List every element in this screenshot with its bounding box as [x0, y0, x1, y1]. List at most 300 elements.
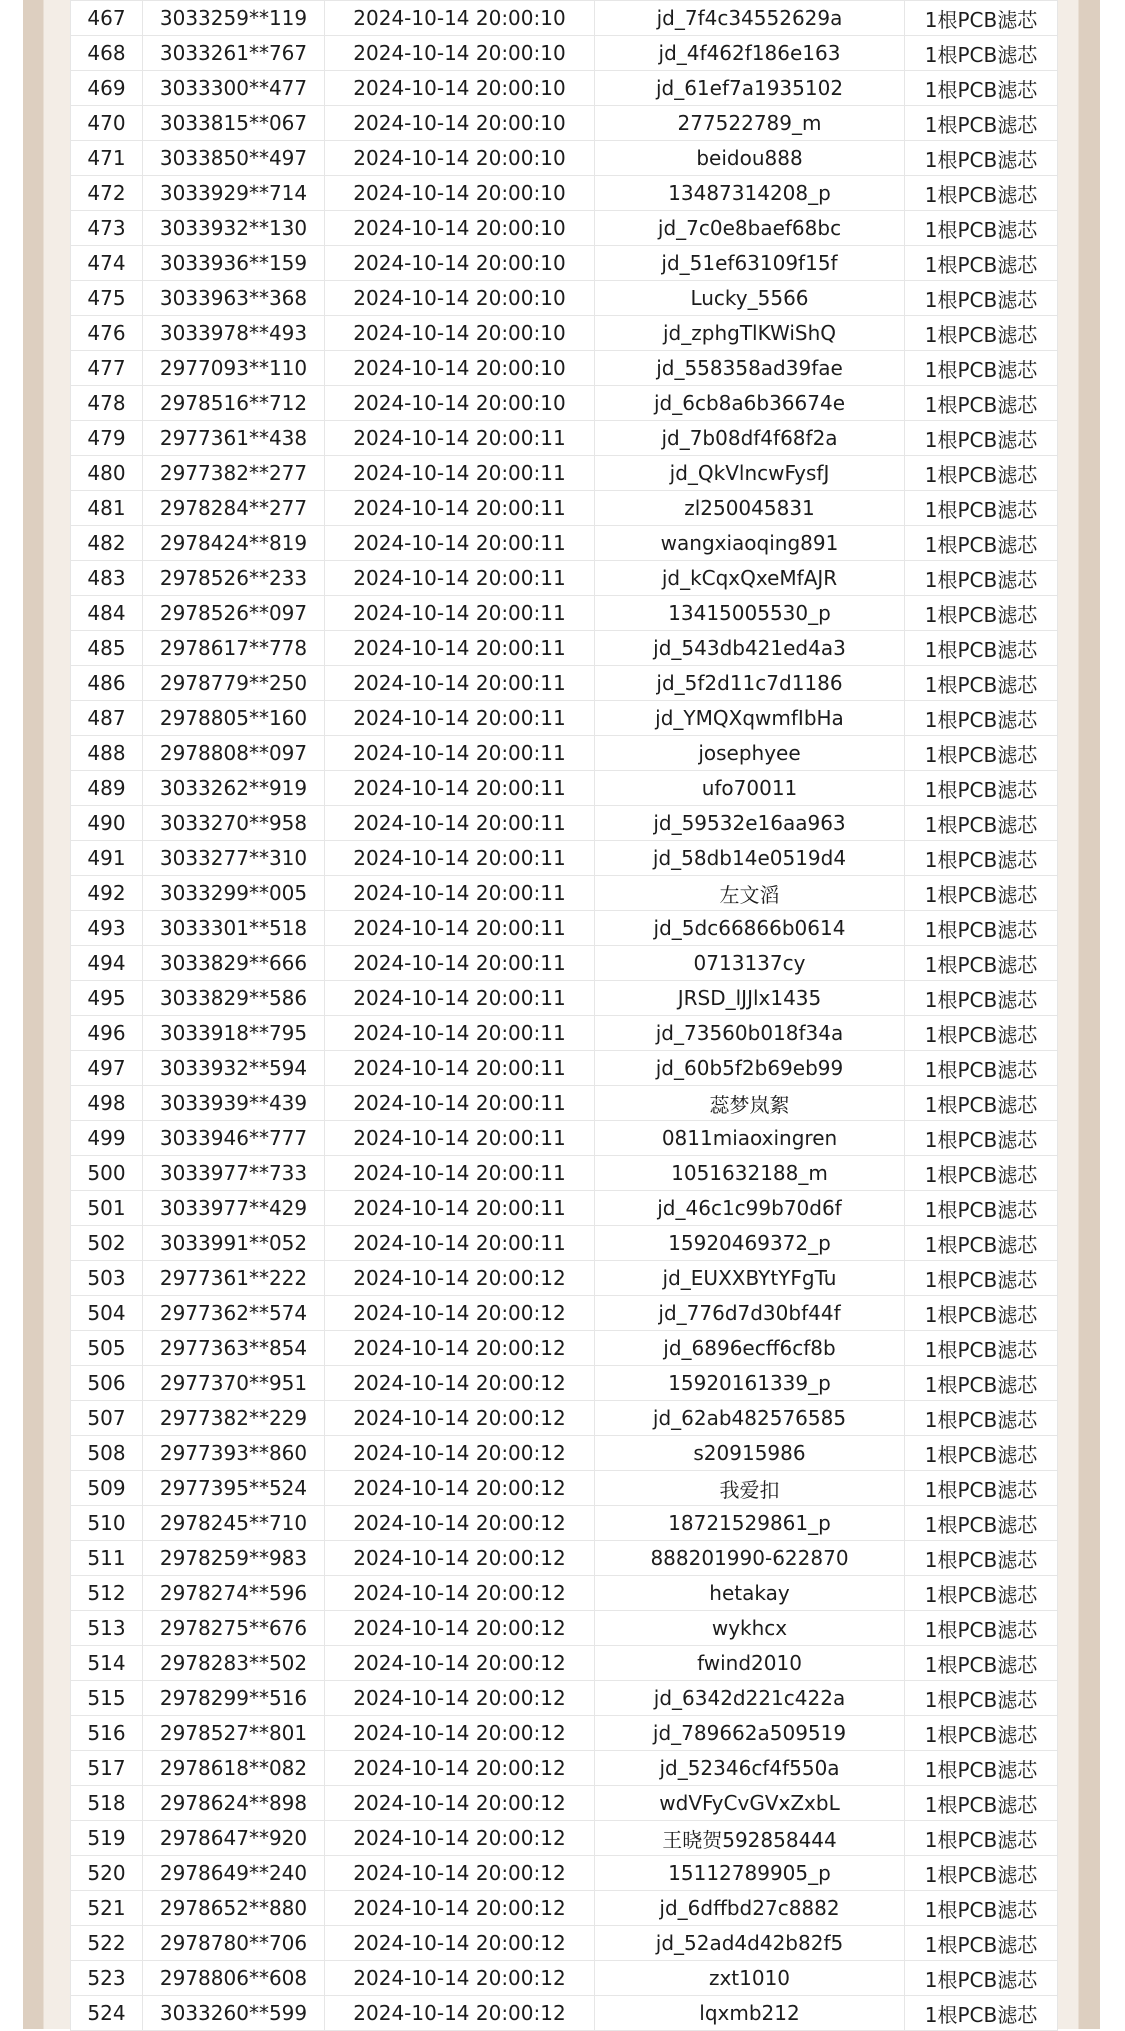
username-cell: 13487314208_p	[595, 176, 905, 211]
prize-cell: 1根PCB滤芯	[905, 771, 1058, 806]
prize-cell: 1根PCB滤芯	[905, 1821, 1058, 1856]
username-cell: beidou888	[595, 141, 905, 176]
row-number-cell: 507	[71, 1401, 143, 1436]
timestamp-cell: 2024-10-14 20:00:12	[325, 1646, 595, 1681]
prize-cell: 1根PCB滤芯	[905, 1926, 1058, 1961]
table-row	[71, 1436, 1058, 1471]
row-number-cell: 506	[71, 1366, 143, 1401]
timestamp-cell: 2024-10-14 20:00:11	[325, 491, 595, 526]
prize-cell: 1根PCB滤芯	[905, 1156, 1058, 1191]
order-id-cell: 3033829**586	[143, 981, 325, 1016]
prize-cell: 1根PCB滤芯	[905, 701, 1058, 736]
timestamp-cell: 2024-10-14 20:00:11	[325, 771, 595, 806]
order-id-cell: 2977361**222	[143, 1261, 325, 1296]
row-number-cell: 521	[71, 1891, 143, 1926]
timestamp-cell: 2024-10-14 20:00:12	[325, 1611, 595, 1646]
username-cell: jd_EUXXBYtYFgTu	[595, 1261, 905, 1296]
row-number-cell: 512	[71, 1576, 143, 1611]
prize-cell: 1根PCB滤芯	[905, 491, 1058, 526]
row-number-cell: 479	[71, 421, 143, 456]
timestamp-cell: 2024-10-14 20:00:12	[325, 1506, 595, 1541]
table-row	[71, 946, 1058, 981]
row-number-cell: 519	[71, 1821, 143, 1856]
order-id-cell: 2978780**706	[143, 1926, 325, 1961]
table-row	[71, 596, 1058, 631]
table-row	[71, 1716, 1058, 1751]
table-row	[71, 106, 1058, 141]
table-row	[71, 1646, 1058, 1681]
username-cell: wykhcx	[595, 1611, 905, 1646]
row-number-cell: 503	[71, 1261, 143, 1296]
username-cell: 15920469372_p	[595, 1226, 905, 1261]
row-number-cell: 474	[71, 246, 143, 281]
timestamp-cell: 2024-10-14 20:00:12	[325, 1821, 595, 1856]
username-cell: jd_776d7d30bf44f	[595, 1296, 905, 1331]
timestamp-cell: 2024-10-14 20:00:12	[325, 1996, 595, 2031]
order-id-cell: 3033815**067	[143, 106, 325, 141]
order-id-cell: 2978274**596	[143, 1576, 325, 1611]
table-row	[71, 1996, 1058, 2031]
order-id-cell: 2978526**233	[143, 561, 325, 596]
order-id-cell: 3033977**429	[143, 1191, 325, 1226]
order-id-cell: 3033918**795	[143, 1016, 325, 1051]
row-number-cell: 485	[71, 631, 143, 666]
prize-cell: 1根PCB滤芯	[905, 1576, 1058, 1611]
prize-cell: 1根PCB滤芯	[905, 596, 1058, 631]
prize-cell: 1根PCB滤芯	[905, 946, 1058, 981]
row-number-cell: 500	[71, 1156, 143, 1191]
row-number-cell: 487	[71, 701, 143, 736]
table-row	[71, 1016, 1058, 1051]
order-id-cell: 3033977**733	[143, 1156, 325, 1191]
table-row	[71, 1331, 1058, 1366]
order-id-cell: 2978618**082	[143, 1751, 325, 1786]
prize-cell: 1根PCB滤芯	[905, 911, 1058, 946]
table-row	[71, 421, 1058, 456]
row-number-cell: 509	[71, 1471, 143, 1506]
table-body	[71, 1, 1058, 2031]
table-row	[71, 491, 1058, 526]
table-row	[71, 701, 1058, 736]
timestamp-cell: 2024-10-14 20:00:10	[325, 281, 595, 316]
timestamp-cell: 2024-10-14 20:00:11	[325, 841, 595, 876]
timestamp-cell: 2024-10-14 20:00:12	[325, 1401, 595, 1436]
table-row	[71, 1751, 1058, 1786]
row-number-cell: 471	[71, 141, 143, 176]
username-cell: jd_51ef63109f15f	[595, 246, 905, 281]
timestamp-cell: 2024-10-14 20:00:12	[325, 1576, 595, 1611]
username-cell: wdVFyCvGVxZxbL	[595, 1786, 905, 1821]
prize-cell: 1根PCB滤芯	[905, 211, 1058, 246]
prize-cell: 1根PCB滤芯	[905, 1856, 1058, 1891]
prize-cell: 1根PCB滤芯	[905, 1541, 1058, 1576]
prize-cell: 1根PCB滤芯	[905, 1401, 1058, 1436]
timestamp-cell: 2024-10-14 20:00:11	[325, 736, 595, 771]
order-id-cell: 2978275**676	[143, 1611, 325, 1646]
prize-cell: 1根PCB滤芯	[905, 1506, 1058, 1541]
table-row	[71, 71, 1058, 106]
row-number-cell: 515	[71, 1681, 143, 1716]
username-cell: 左文滔	[595, 876, 905, 911]
username-cell: jd_zphgTlKWiShQ	[595, 316, 905, 351]
row-number-cell: 502	[71, 1226, 143, 1261]
timestamp-cell: 2024-10-14 20:00:11	[325, 421, 595, 456]
row-number-cell: 499	[71, 1121, 143, 1156]
timestamp-cell: 2024-10-14 20:00:12	[325, 1296, 595, 1331]
table-row	[71, 1121, 1058, 1156]
table-row	[71, 1261, 1058, 1296]
order-id-cell: 2977363**854	[143, 1331, 325, 1366]
timestamp-cell: 2024-10-14 20:00:11	[325, 456, 595, 491]
table-row	[71, 1401, 1058, 1436]
row-number-cell: 518	[71, 1786, 143, 1821]
order-id-cell: 2977393**860	[143, 1436, 325, 1471]
row-number-cell: 505	[71, 1331, 143, 1366]
username-cell: jd_YMQXqwmfIbHa	[595, 701, 905, 736]
prize-cell: 1根PCB滤芯	[905, 876, 1058, 911]
timestamp-cell: 2024-10-14 20:00:10	[325, 211, 595, 246]
order-id-cell: 2978805**160	[143, 701, 325, 736]
order-id-cell: 3033932**130	[143, 211, 325, 246]
timestamp-cell: 2024-10-14 20:00:11	[325, 596, 595, 631]
row-number-cell: 491	[71, 841, 143, 876]
prize-cell: 1根PCB滤芯	[905, 631, 1058, 666]
timestamp-cell: 2024-10-14 20:00:12	[325, 1471, 595, 1506]
row-number-cell: 517	[71, 1751, 143, 1786]
prize-cell: 1根PCB滤芯	[905, 1471, 1058, 1506]
prize-cell: 1根PCB滤芯	[905, 1, 1058, 36]
username-cell: jd_61ef7a1935102	[595, 71, 905, 106]
table-row	[71, 1541, 1058, 1576]
username-cell: jd_kCqxQxeMfAJR	[595, 561, 905, 596]
table-row	[71, 1961, 1058, 1996]
row-number-cell: 495	[71, 981, 143, 1016]
table-row	[71, 561, 1058, 596]
prize-cell: 1根PCB滤芯	[905, 1261, 1058, 1296]
prize-cell: 1根PCB滤芯	[905, 981, 1058, 1016]
timestamp-cell: 2024-10-14 20:00:11	[325, 1086, 595, 1121]
order-id-cell: 2978647**920	[143, 1821, 325, 1856]
order-id-cell: 3033259**119	[143, 1, 325, 36]
timestamp-cell: 2024-10-14 20:00:10	[325, 36, 595, 71]
prize-cell: 1根PCB滤芯	[905, 1751, 1058, 1786]
row-number-cell: 524	[71, 1996, 143, 2031]
table-row	[71, 1926, 1058, 1961]
timestamp-cell: 2024-10-14 20:00:10	[325, 351, 595, 386]
timestamp-cell: 2024-10-14 20:00:12	[325, 1331, 595, 1366]
username-cell: 13415005530_p	[595, 596, 905, 631]
table-row	[71, 1191, 1058, 1226]
username-cell: jd_QkVlncwFysfJ	[595, 456, 905, 491]
username-cell: 0713137cy	[595, 946, 905, 981]
table-row	[71, 1296, 1058, 1331]
prize-cell: 1根PCB滤芯	[905, 1996, 1058, 2031]
username-cell: 王晓贺592858444	[595, 1821, 905, 1856]
timestamp-cell: 2024-10-14 20:00:12	[325, 1786, 595, 1821]
table-row	[71, 666, 1058, 701]
username-cell: lqxmb212	[595, 1996, 905, 2031]
username-cell: jd_558358ad39fae	[595, 351, 905, 386]
row-number-cell: 470	[71, 106, 143, 141]
order-id-cell: 3033299**005	[143, 876, 325, 911]
prize-cell: 1根PCB滤芯	[905, 1366, 1058, 1401]
row-number-cell: 501	[71, 1191, 143, 1226]
table-row	[71, 246, 1058, 281]
row-number-cell: 516	[71, 1716, 143, 1751]
table-row	[71, 316, 1058, 351]
table-row	[71, 1821, 1058, 1856]
username-cell: jd_46c1c99b70d6f	[595, 1191, 905, 1226]
table-row	[71, 631, 1058, 666]
prize-cell: 1根PCB滤芯	[905, 456, 1058, 491]
username-cell: jd_60b5f2b69eb99	[595, 1051, 905, 1086]
order-id-cell: 2978424**819	[143, 526, 325, 561]
table-row	[71, 1051, 1058, 1086]
order-id-cell: 3033260**599	[143, 1996, 325, 2031]
row-number-cell: 486	[71, 666, 143, 701]
prize-cell: 1根PCB滤芯	[905, 1191, 1058, 1226]
prize-cell: 1根PCB滤芯	[905, 316, 1058, 351]
timestamp-cell: 2024-10-14 20:00:12	[325, 1926, 595, 1961]
prize-cell: 1根PCB滤芯	[905, 1331, 1058, 1366]
row-number-cell: 473	[71, 211, 143, 246]
table-row	[71, 211, 1058, 246]
order-id-cell: 2978617**778	[143, 631, 325, 666]
prize-cell: 1根PCB滤芯	[905, 561, 1058, 596]
username-cell: ufo70011	[595, 771, 905, 806]
right-border	[1057, 0, 1100, 2029]
order-id-cell: 2978808**097	[143, 736, 325, 771]
order-id-cell: 2977362**574	[143, 1296, 325, 1331]
username-cell: 我爱扣	[595, 1471, 905, 1506]
timestamp-cell: 2024-10-14 20:00:11	[325, 1191, 595, 1226]
username-cell: 0811miaoxingren	[595, 1121, 905, 1156]
username-cell: jd_5f2d11c7d1186	[595, 666, 905, 701]
username-cell: 蕊梦岚絮	[595, 1086, 905, 1121]
table-row	[71, 1471, 1058, 1506]
prize-cell: 1根PCB滤芯	[905, 1646, 1058, 1681]
row-number-cell: 477	[71, 351, 143, 386]
row-number-cell: 493	[71, 911, 143, 946]
order-id-cell: 2977395**524	[143, 1471, 325, 1506]
table-row	[71, 911, 1058, 946]
table-row	[71, 141, 1058, 176]
timestamp-cell: 2024-10-14 20:00:11	[325, 911, 595, 946]
order-id-cell: 2978299**516	[143, 1681, 325, 1716]
order-id-cell: 2978284**277	[143, 491, 325, 526]
timestamp-cell: 2024-10-14 20:00:11	[325, 1226, 595, 1261]
table-row	[71, 1576, 1058, 1611]
order-id-cell: 3033261**767	[143, 36, 325, 71]
prize-cell: 1根PCB滤芯	[905, 351, 1058, 386]
table-row	[71, 1681, 1058, 1716]
left-border	[23, 0, 70, 2029]
prize-cell: 1根PCB滤芯	[905, 106, 1058, 141]
prize-cell: 1根PCB滤芯	[905, 1961, 1058, 1996]
prize-cell: 1根PCB滤芯	[905, 736, 1058, 771]
order-id-cell: 3033991**052	[143, 1226, 325, 1261]
username-cell: jd_789662a509519	[595, 1716, 905, 1751]
row-number-cell: 483	[71, 561, 143, 596]
timestamp-cell: 2024-10-14 20:00:11	[325, 981, 595, 1016]
timestamp-cell: 2024-10-14 20:00:11	[325, 1016, 595, 1051]
prize-cell: 1根PCB滤芯	[905, 1716, 1058, 1751]
timestamp-cell: 2024-10-14 20:00:12	[325, 1856, 595, 1891]
order-id-cell: 2977361**438	[143, 421, 325, 456]
prize-cell: 1根PCB滤芯	[905, 246, 1058, 281]
order-id-cell: 3033963**368	[143, 281, 325, 316]
row-number-cell: 480	[71, 456, 143, 491]
username-cell: jd_52346cf4f550a	[595, 1751, 905, 1786]
order-id-cell: 3033946**777	[143, 1121, 325, 1156]
username-cell: s20915986	[595, 1436, 905, 1471]
username-cell: jd_6342d221c422a	[595, 1681, 905, 1716]
order-id-cell: 3033270**958	[143, 806, 325, 841]
username-cell: hetakay	[595, 1576, 905, 1611]
row-number-cell: 484	[71, 596, 143, 631]
order-id-cell: 2978652**880	[143, 1891, 325, 1926]
row-number-cell: 468	[71, 36, 143, 71]
timestamp-cell: 2024-10-14 20:00:10	[325, 246, 595, 281]
order-id-cell: 3033932**594	[143, 1051, 325, 1086]
prize-cell: 1根PCB滤芯	[905, 386, 1058, 421]
timestamp-cell: 2024-10-14 20:00:10	[325, 176, 595, 211]
prize-cell: 1根PCB滤芯	[905, 526, 1058, 561]
order-id-cell: 2977382**229	[143, 1401, 325, 1436]
username-cell: 277522789_m	[595, 106, 905, 141]
row-number-cell: 504	[71, 1296, 143, 1331]
row-number-cell: 467	[71, 1, 143, 36]
order-id-cell: 3033262**919	[143, 771, 325, 806]
row-number-cell: 513	[71, 1611, 143, 1646]
row-number-cell: 469	[71, 71, 143, 106]
table-row	[71, 771, 1058, 806]
prize-cell: 1根PCB滤芯	[905, 841, 1058, 876]
prize-cell: 1根PCB滤芯	[905, 666, 1058, 701]
row-number-cell: 508	[71, 1436, 143, 1471]
username-cell: jd_7c0e8baef68bc	[595, 211, 905, 246]
table-row	[71, 176, 1058, 211]
username-cell: jd_6dffbd27c8882	[595, 1891, 905, 1926]
table-row	[71, 456, 1058, 491]
table-row	[71, 1786, 1058, 1821]
timestamp-cell: 2024-10-14 20:00:12	[325, 1681, 595, 1716]
username-cell: jd_7f4c34552629a	[595, 1, 905, 36]
table-row	[71, 36, 1058, 71]
table-row	[71, 1086, 1058, 1121]
timestamp-cell: 2024-10-14 20:00:11	[325, 876, 595, 911]
row-number-cell: 511	[71, 1541, 143, 1576]
row-number-cell: 475	[71, 281, 143, 316]
timestamp-cell: 2024-10-14 20:00:10	[325, 71, 595, 106]
order-id-cell: 3033277**310	[143, 841, 325, 876]
username-cell: jd_52ad4d42b82f5	[595, 1926, 905, 1961]
username-cell: jd_543db421ed4a3	[595, 631, 905, 666]
table-row	[71, 806, 1058, 841]
row-number-cell: 476	[71, 316, 143, 351]
timestamp-cell: 2024-10-14 20:00:10	[325, 106, 595, 141]
row-number-cell: 481	[71, 491, 143, 526]
timestamp-cell: 2024-10-14 20:00:11	[325, 701, 595, 736]
row-number-cell: 520	[71, 1856, 143, 1891]
row-number-cell: 489	[71, 771, 143, 806]
timestamp-cell: 2024-10-14 20:00:11	[325, 666, 595, 701]
order-id-cell: 2978245**710	[143, 1506, 325, 1541]
timestamp-cell: 2024-10-14 20:00:12	[325, 1716, 595, 1751]
timestamp-cell: 2024-10-14 20:00:12	[325, 1436, 595, 1471]
row-number-cell: 472	[71, 176, 143, 211]
prize-cell: 1根PCB滤芯	[905, 1051, 1058, 1086]
table-row	[71, 1156, 1058, 1191]
table-row	[71, 1611, 1058, 1646]
row-number-cell: 488	[71, 736, 143, 771]
winners-table	[70, 0, 1058, 2031]
order-id-cell: 2978649**240	[143, 1856, 325, 1891]
order-id-cell: 2978806**608	[143, 1961, 325, 1996]
username-cell: jd_73560b018f34a	[595, 1016, 905, 1051]
table-row	[71, 736, 1058, 771]
table-row	[71, 1366, 1058, 1401]
timestamp-cell: 2024-10-14 20:00:11	[325, 946, 595, 981]
prize-cell: 1根PCB滤芯	[905, 1786, 1058, 1821]
order-id-cell: 2978283**502	[143, 1646, 325, 1681]
row-number-cell: 498	[71, 1086, 143, 1121]
username-cell: zl250045831	[595, 491, 905, 526]
table-row	[71, 386, 1058, 421]
table-row	[71, 526, 1058, 561]
row-number-cell: 492	[71, 876, 143, 911]
username-cell: 15920161339_p	[595, 1366, 905, 1401]
table-row	[71, 281, 1058, 316]
username-cell: 888201990-622870	[595, 1541, 905, 1576]
row-number-cell: 490	[71, 806, 143, 841]
order-id-cell: 2977370**951	[143, 1366, 325, 1401]
order-id-cell: 2977382**277	[143, 456, 325, 491]
prize-cell: 1根PCB滤芯	[905, 1681, 1058, 1716]
prize-cell: 1根PCB滤芯	[905, 1436, 1058, 1471]
timestamp-cell: 2024-10-14 20:00:12	[325, 1961, 595, 1996]
order-id-cell: 3033850**497	[143, 141, 325, 176]
order-id-cell: 2978526**097	[143, 596, 325, 631]
prize-cell: 1根PCB滤芯	[905, 71, 1058, 106]
order-id-cell: 3033301**518	[143, 911, 325, 946]
timestamp-cell: 2024-10-14 20:00:11	[325, 526, 595, 561]
username-cell: jd_7b08df4f68f2a	[595, 421, 905, 456]
timestamp-cell: 2024-10-14 20:00:12	[325, 1751, 595, 1786]
prize-cell: 1根PCB滤芯	[905, 1891, 1058, 1926]
username-cell: Lucky_5566	[595, 281, 905, 316]
order-id-cell: 3033978**493	[143, 316, 325, 351]
prize-cell: 1根PCB滤芯	[905, 1016, 1058, 1051]
timestamp-cell: 2024-10-14 20:00:10	[325, 141, 595, 176]
username-cell: jd_6cb8a6b36674e	[595, 386, 905, 421]
row-number-cell: 510	[71, 1506, 143, 1541]
username-cell: wangxiaoqing891	[595, 526, 905, 561]
row-number-cell: 514	[71, 1646, 143, 1681]
timestamp-cell: 2024-10-14 20:00:11	[325, 1156, 595, 1191]
timestamp-cell: 2024-10-14 20:00:11	[325, 806, 595, 841]
table-row	[71, 351, 1058, 386]
timestamp-cell: 2024-10-14 20:00:10	[325, 1, 595, 36]
order-id-cell: 2978259**983	[143, 1541, 325, 1576]
username-cell: jd_59532e16aa963	[595, 806, 905, 841]
row-number-cell: 497	[71, 1051, 143, 1086]
prize-cell: 1根PCB滤芯	[905, 1611, 1058, 1646]
order-id-cell: 3033939**439	[143, 1086, 325, 1121]
prize-cell: 1根PCB滤芯	[905, 1121, 1058, 1156]
timestamp-cell: 2024-10-14 20:00:10	[325, 386, 595, 421]
row-number-cell: 482	[71, 526, 143, 561]
